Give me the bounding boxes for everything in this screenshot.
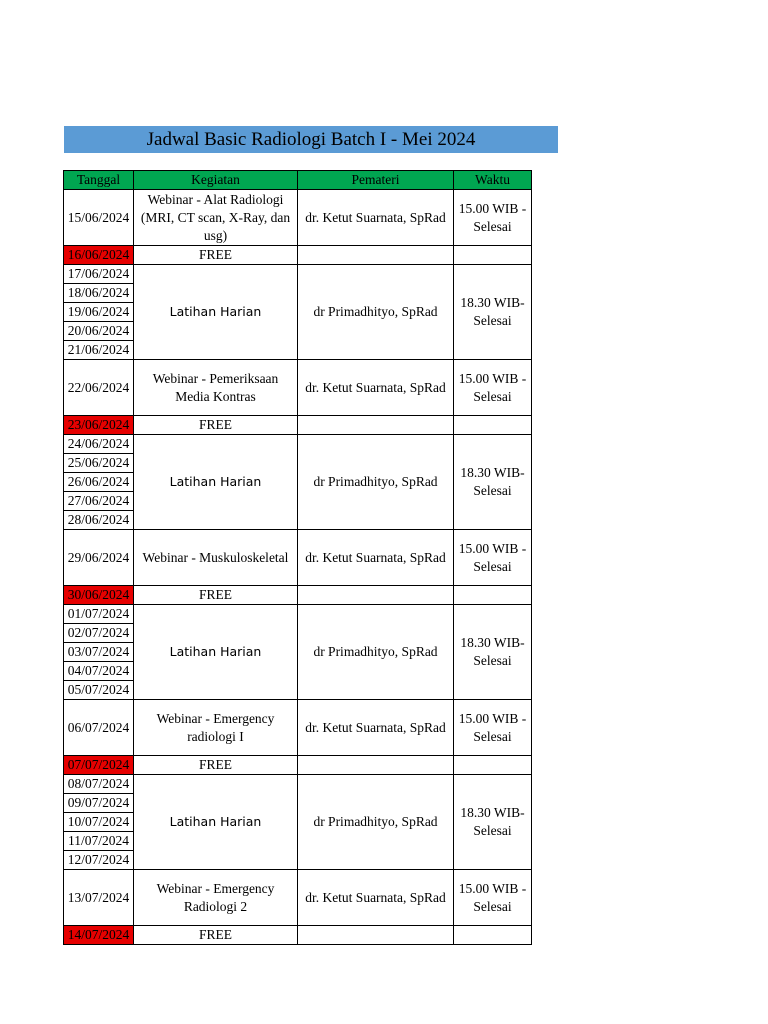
table-row [64, 265, 532, 284]
waktu-cell [454, 586, 532, 605]
date-cell: 24/06/2024 [64, 435, 134, 454]
waktu-cell: 15.00 WIB - Selesai [454, 190, 532, 246]
date-cell: 05/07/2024 [64, 681, 134, 700]
kegiatan-cell: Webinar - Muskuloskeletal [134, 530, 298, 586]
pemateri-cell: dr Primadhityo, SpRad [298, 605, 454, 700]
kegiatan-cell: FREE [134, 926, 298, 945]
waktu-cell: 15.00 WIB - Selesai [454, 530, 532, 586]
header-waktu: Waktu [454, 171, 532, 190]
date-cell: 08/07/2024 [64, 775, 134, 794]
free-date-cell: 30/06/2024 [64, 586, 134, 605]
waktu-cell: 15.00 WIB - Selesai [454, 700, 532, 756]
date-cell: 19/06/2024 [64, 303, 134, 322]
date-cell: 29/06/2024 [64, 530, 134, 586]
table-header-row [64, 171, 532, 190]
waktu-cell [454, 926, 532, 945]
date-cell: 26/06/2024 [64, 473, 134, 492]
date-cell: 02/07/2024 [64, 624, 134, 643]
kegiatan-cell: FREE [134, 586, 298, 605]
header-kegiatan: Kegiatan [134, 171, 298, 190]
date-cell: 04/07/2024 [64, 662, 134, 681]
date-cell: 20/06/2024 [64, 322, 134, 341]
table-row [64, 530, 532, 586]
page-title: Jadwal Basic Radiologi Batch I - Mei 2024 [64, 126, 558, 153]
table-row [64, 605, 532, 624]
date-cell: 22/06/2024 [64, 360, 134, 416]
date-cell: 11/07/2024 [64, 832, 134, 851]
table-row [64, 435, 532, 454]
pemateri-cell [298, 756, 454, 775]
waktu-cell: 18.30 WIB- Selesai [454, 775, 532, 870]
kegiatan-cell: Latihan Harian [134, 775, 298, 870]
pemateri-cell: dr Primadhityo, SpRad [298, 435, 454, 530]
kegiatan-cell: Latihan Harian [134, 605, 298, 700]
date-cell: 01/07/2024 [64, 605, 134, 624]
date-cell: 18/06/2024 [64, 284, 134, 303]
waktu-cell [454, 416, 532, 435]
kegiatan-cell: Webinar - Emergency radiologi I [134, 700, 298, 756]
kegiatan-cell: Latihan Harian [134, 265, 298, 360]
waktu-cell: 15.00 WIB - Selesai [454, 870, 532, 926]
table-row [64, 360, 532, 416]
pemateri-cell [298, 416, 454, 435]
table-row [64, 926, 532, 945]
date-cell: 13/07/2024 [64, 870, 134, 926]
pemateri-cell [298, 586, 454, 605]
date-cell: 12/07/2024 [64, 851, 134, 870]
waktu-cell [454, 246, 532, 265]
table-row [64, 416, 532, 435]
pemateri-cell: dr. Ketut Suarnata, SpRad [298, 870, 454, 926]
date-cell: 15/06/2024 [64, 190, 134, 246]
waktu-cell: 18.30 WIB- Selesai [454, 265, 532, 360]
waktu-cell: 18.30 WIB- Selesai [454, 435, 532, 530]
table-row [64, 246, 532, 265]
kegiatan-cell: Webinar - Emergency Radiologi 2 [134, 870, 298, 926]
table-row [64, 586, 532, 605]
kegiatan-cell: Webinar - Alat Radiologi (MRI, CT scan, X-Ray, dan usg) [134, 190, 298, 246]
date-cell: 10/07/2024 [64, 813, 134, 832]
pemateri-cell [298, 246, 454, 265]
free-date-cell: 14/07/2024 [64, 926, 134, 945]
table-row [64, 190, 532, 246]
waktu-cell: 18.30 WIB- Selesai [454, 605, 532, 700]
pemateri-cell: dr. Ketut Suarnata, SpRad [298, 190, 454, 246]
kegiatan-cell: FREE [134, 756, 298, 775]
date-cell: 06/07/2024 [64, 700, 134, 756]
header-tanggal: Tanggal [64, 171, 134, 190]
date-cell: 03/07/2024 [64, 643, 134, 662]
pemateri-cell: dr. Ketut Suarnata, SpRad [298, 700, 454, 756]
kegiatan-cell: FREE [134, 416, 298, 435]
table-row [64, 756, 532, 775]
waktu-cell [454, 756, 532, 775]
date-cell: 17/06/2024 [64, 265, 134, 284]
header-pemateri: Pemateri [298, 171, 454, 190]
date-cell: 21/06/2024 [64, 341, 134, 360]
schedule-table [63, 170, 532, 945]
pemateri-cell: dr Primadhityo, SpRad [298, 265, 454, 360]
table-row [64, 775, 532, 794]
free-date-cell: 16/06/2024 [64, 246, 134, 265]
date-cell: 27/06/2024 [64, 492, 134, 511]
pemateri-cell [298, 926, 454, 945]
date-cell: 28/06/2024 [64, 511, 134, 530]
table-row [64, 870, 532, 926]
date-cell: 09/07/2024 [64, 794, 134, 813]
table-row [64, 700, 532, 756]
waktu-cell: 15.00 WIB - Selesai [454, 360, 532, 416]
kegiatan-cell: Latihan Harian [134, 435, 298, 530]
kegiatan-cell: FREE [134, 246, 298, 265]
date-cell: 25/06/2024 [64, 454, 134, 473]
pemateri-cell: dr. Ketut Suarnata, SpRad [298, 360, 454, 416]
free-date-cell: 07/07/2024 [64, 756, 134, 775]
kegiatan-cell: Webinar - Pemeriksaan Media Kontras [134, 360, 298, 416]
pemateri-cell: dr. Ketut Suarnata, SpRad [298, 530, 454, 586]
pemateri-cell: dr Primadhityo, SpRad [298, 775, 454, 870]
free-date-cell: 23/06/2024 [64, 416, 134, 435]
